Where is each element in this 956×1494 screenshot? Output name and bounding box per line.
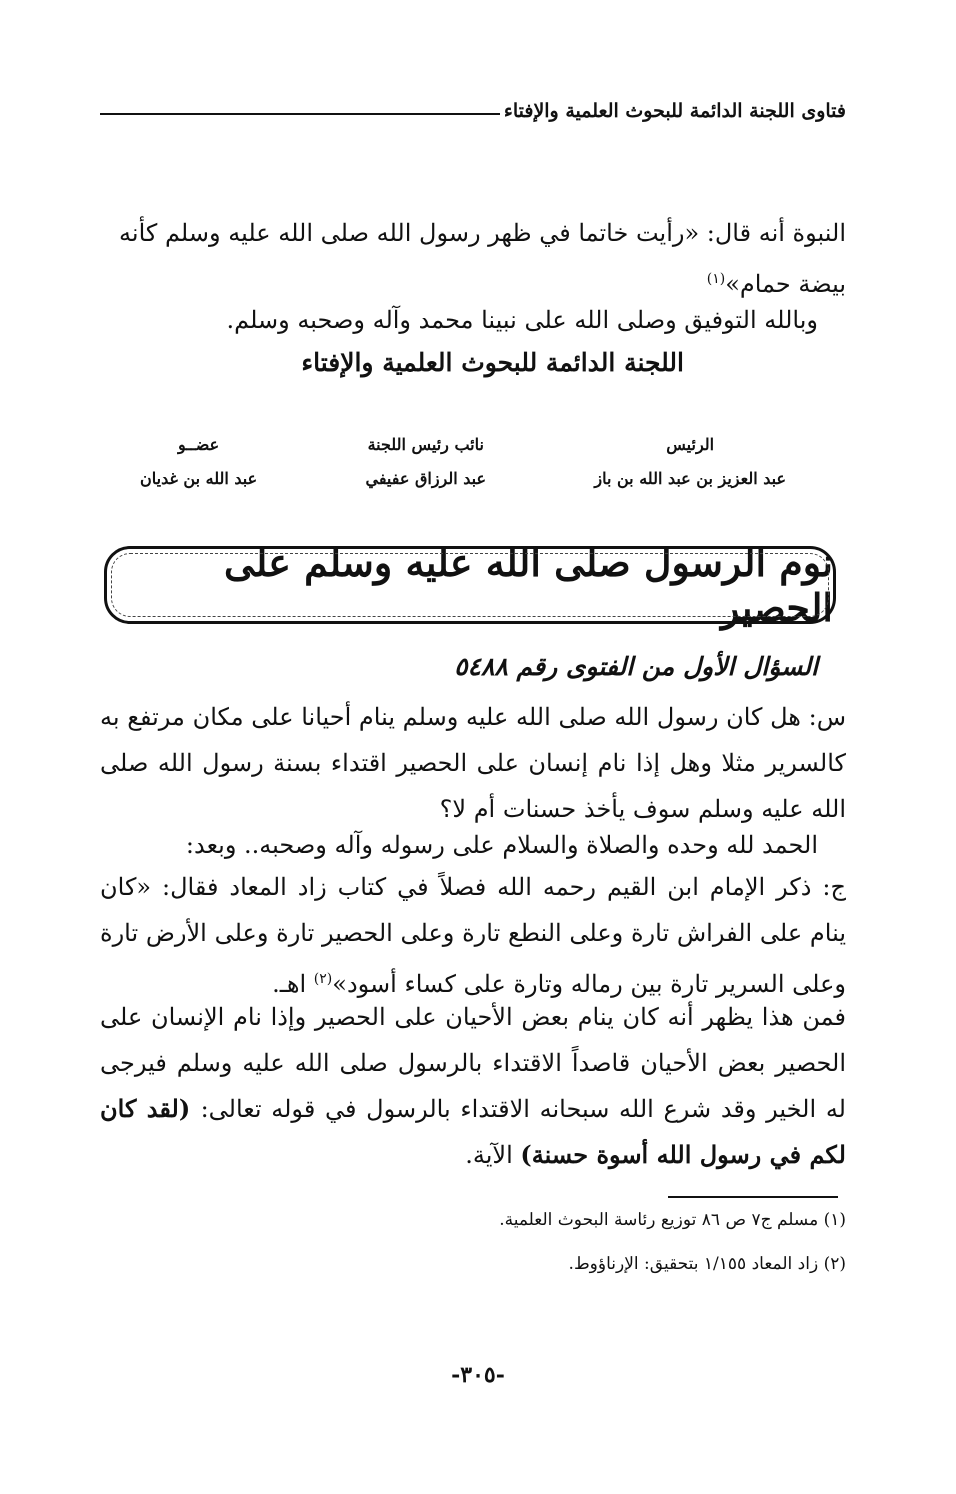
answer-paragraph: [100, 864, 846, 1007]
section-title: نوم الرسول صلى الله عليه وسلم على الحصير: [224, 540, 833, 630]
praise-line: الحمد لله وحده والصلاة والسلام على رسوله وآله وصحبه.. وبعد:: [185, 831, 818, 859]
signatory-name: عبد العزيز بن عبد الله بن باز: [594, 469, 786, 488]
closing-line: وبالله التوفيق وصلى الله على نبينا محمد وآله وصحبه وسلم.: [226, 306, 818, 334]
intro-line-2: بيضة حمام»: [725, 270, 846, 298]
answer-text: ج: ذكر الإمام ابن القيم رحمه الله فصلاً في كتاب زاد المعاد فقال: «كان ينام على الفراش تارة وعلى النطع تارة وعلى الحصير تارة وعلى الأرض تارة وعلى السرير تارة بين رماله وتارة على كساء أسود»: [100, 873, 846, 998]
footnote-rule: [668, 1196, 838, 1198]
footnote-2: (٢) زاد المعاد ١/١٥٥ بتحقيق: الإرناؤوط.: [568, 1254, 846, 1274]
signatory-role: عضــو: [178, 435, 220, 454]
footnote-1: (١) مسلم ج٧ ص ٨٦ توزيع رئاسة البحوث العلمية.: [499, 1210, 846, 1230]
footnote-ref-2: (٢): [313, 971, 333, 987]
quran-verse: (لقد كان لكم في رسول الله أسوة حسنة): [100, 1094, 846, 1169]
signatory-2: [365, 428, 486, 496]
question-heading: السؤال الأول من الفتوى رقم ٥٤٨٨: [454, 652, 818, 681]
signatory-3: [140, 428, 257, 496]
answer-suffix: اهـ.: [272, 970, 314, 998]
intro-paragraph: [100, 210, 846, 307]
signatory-role: الرئيس: [666, 435, 715, 454]
conclusion-paragraph: [100, 994, 846, 1178]
section-title-box: [104, 540, 836, 630]
signatory-name: عبد الله بن غديان: [140, 469, 258, 488]
conclusion-suffix: الآية.: [465, 1141, 521, 1169]
page-number: -٣٠٥-: [451, 1362, 505, 1388]
signatory-1: [594, 428, 786, 496]
conclusion-text: فمن هذا يظهر أنه كان ينام بعض الأحيان على الحصير وإذا نام الإنسان على الحصير بعض الأحيان قاصداً الاقتداء بالرسول صلى الله عليه وسلم فيرجى له الخير وقد شرع الله سبحانه الاقتداء بالرسول في قوله تعالى:: [100, 1003, 846, 1123]
intro-line-1: النبوة أنه قال: «رأيت خاتما في ظهر رسول الله صلى الله عليه وسلم كأنه: [119, 219, 846, 247]
signatory-role: نائب رئيس اللجنة: [367, 435, 484, 454]
footnote-ref-1: (١): [706, 271, 726, 287]
running-title: فتاوى اللجنة الدائمة للبحوث العلمية والإفتاء: [503, 100, 846, 122]
signatory-name: عبد الرزاق عفيفي: [365, 469, 487, 488]
header-rule: [100, 113, 500, 115]
question-paragraph: س: هل كان رسول الله صلى الله عليه وسلم ينام أحيانا على مكان مرتفع به كالسرير مثلا وهل إذا نام إنسان على الحصير اقتداء بسنة رسول الله صلى الله عليه وسلم سوف يأخذ حسنات أم لا؟: [100, 703, 846, 823]
committee-name: اللجنة الدائمة للبحوث العلمية والإفتاء: [301, 348, 684, 377]
signatures: [140, 428, 786, 496]
running-header: [100, 100, 846, 122]
